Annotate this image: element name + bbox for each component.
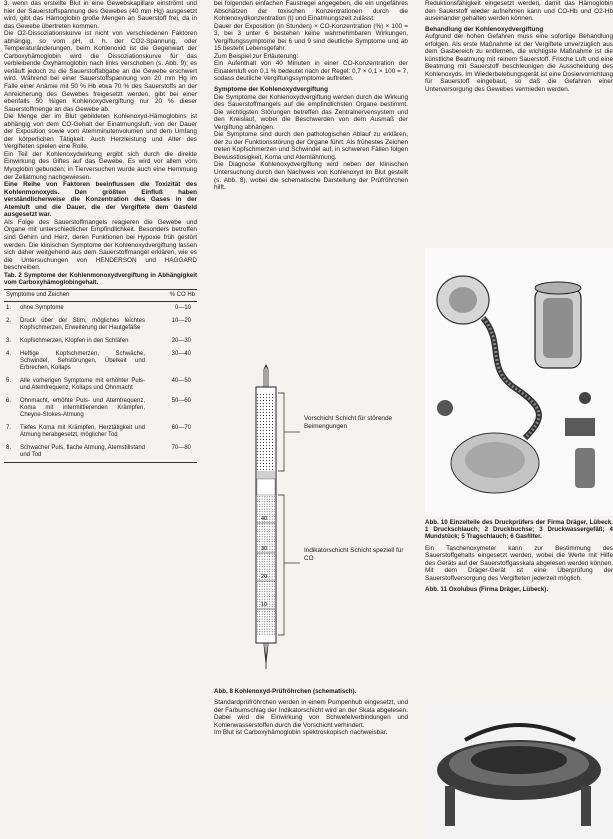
paragraph: Im Blut ist Carboxyhämoglobin spektroskopisch nachweisbar. [214, 729, 388, 737]
equipment-photo [425, 248, 613, 516]
column-3 [425, 0, 613, 94]
table-title: Tab. 2 Symptome der Kohlenmonoxydvergiftung in Abhängigkeit vom Carboxyhämoglobingehalt. [4, 271, 197, 286]
paragraph: Die Symptome der Kohlenoxydvergiftung werden durch die Wirkung des Sauerstoffmangels auf die empfindlichsten Organe bestimmt. Die wichtigsten Störungen betreffen das Zentralnervensystem und den Kreislauf, wobei die Beschwerden von dem Ausmaß der Vergiftung abhängen. [214, 93, 408, 131]
table-header-symptoms: Symptome und Zeichen [4, 290, 147, 302]
paragraph: Ein Aufenthalt von 40 Minuten in einer CO-Konzentration der Einatemluft von 0,1 % bedeutet nach der Regel: 0,7 × 0,1 × 100 = 7, sodass deutliche Vergiftungssymptome auftreten. [214, 60, 408, 83]
paragraph: Standardprüfröhrchen werden in einem Pumpenhub eingesetzt, und der Farbumschlag der Indikatorschicht wird an der Skala abgelesen. Dabei wird die Einwirkung von Schwefelverbindungen und Kohlenwasserstoffen durch die Vorschicht verhindert. [214, 699, 408, 729]
oxolubus-image [425, 700, 613, 839]
paragraph: Die Menge der im Blut gebildeten Kohlenoxyd-Hämoglobins ist abhängig von dem CO-Gehalt der Einatmungsluft, von der Dauer der Exposition sowie vom Atemminutenvolumen und dem Umfang der körperlichen Tätigkeit. Auch Herzleistung und Alter des Vergifteten spielen eine Rolle. [4, 113, 197, 151]
figure-caption: Abb. 11 Oxolubus (Firma Dräger, Lübeck). [425, 586, 549, 594]
symptoms-table [4, 289, 197, 463]
paragraph: Die O2-Dissoziationskurve ist nicht von verschiedenen Faktoren abhängig, so vom pH, d. h. der CO2-Spannung, oder Temperaturänderungen, beim Kohlenoxid ist die Gegenwart der Carboxyhämoglobin wird die Dissoziationskurve für das verbleibende Oxyhämoglobin nach links verschoben (s. Abb. 9); es verläuft jedoch zu die Sauerstoffabgabe an die Gewebe erschwert wird. Während bei einer Sauerstoffspannung von 20 mm Hg im Falle einer Anämie mit 50 % Hb etwa 70 % des Sauerstoffs an der Anreicherung des Gewebes freigesetzt werden, gibt bei einer ebenfalls 50 %igen Kohlenoxydvergiftung nur 20 % dieser Sauerstoffmenge an das Gewebe ab. [4, 30, 197, 113]
figure-caption: Abb. 8 Kohlenoxyd-Prüfröhrchen (schematisch). [214, 688, 357, 695]
table-header-cohb: % CO Hb [147, 290, 197, 302]
paragraph: bei folgenden einfachen Faustregel angegeben, die ein ungefähres Abschätzen der toxischen Konzentrationen durch die Kohlenoxydkonzentration (t) und Einatmungszeit zulässt: [214, 0, 408, 23]
test-tube-illustration [226, 363, 408, 683]
paragraph: 3. wenn das erstellte Blut in eine Gewebskapillare einströmt und hier der Sauerstoffspannung des Gewebes (40 mm Hg) ausgesetzt wird, gibt das Hämoglobin große Mengen an Sauerstoff frei, da in das Gewebe übertreten kommen. [4, 0, 197, 30]
table-row: 6. Ohnmacht, erhöhte Puls- und Atemfrequenz, Koma mit intermittierenden Krämpfen, Cheyne-Stokes-Atmung 50—60 [6, 398, 191, 419]
paragraph: Ein Taschenoxymeter kann zur Bestimmung des Sauerstoffgehalts eingesetzt werden, wobei die Werte mit Hilfe des Geräts auf der Sauerstoffgasskala abgelesen werden können. Mit dem Dräger-Gerät ist eine Überprüfung der Sauerstoffversorgung des Vergifteten jederzeit möglich. [425, 544, 613, 582]
scale-label: 20 [261, 574, 268, 580]
table-row: 8. Schwacher Puls, flache Atmung, Atemstillstand und Tod 70—80 [4, 442, 197, 463]
table-row: 2. Druck über der Stirn, mögliches leichtes Kopfschmerzen, Erweiterung der Hautgefäße 10—20 [6, 318, 191, 332]
scale-label: 30 [261, 546, 268, 552]
column-3-middle [425, 519, 613, 594]
table-row: 1. ohne Symptome 0—10 [6, 305, 191, 312]
table-row: 7. Tiefes Koma mit Krämpfen, Herztätigkeit und Atmung herabgesetzt, möglicher Tod 60—70 [6, 425, 191, 439]
scale-label: 40 [261, 516, 268, 522]
paragraph: Aufgrund der hohen Gefahren muss eine sofortige Behandlung erfolgen. Als erste Maßnahme ist der Vergiftete unverzüglich aus dem Gasbereich zu entfernen, die wichtigste Maßnahme ist die künstliche Beatmung mit reinem Sauerstoff. Frische Luft und eine Beatmung mit Sauerstoff beschleunigen die Ausscheidung des Kohlenoxyds. Im Wiederbelebungsgerät ist eine Dosiervorrichtung für Sauerstoff eingebaut, so daß die Gefahren einer Unterversorgung des Gewebes vermieden werden. [425, 33, 613, 94]
column-1 [4, 0, 197, 463]
paragraph: Die Diagnose Kohlenoxydvergiftung wird neben der klinischen Untersuchung durch den Nachweis von Kohlenoxyd im Blut gestellt (s. Abb. 8), wobei die schematische Darstellung der Prüfröhrchen hilft. [214, 161, 408, 192]
section-heading: Symptome der Kohlenoxydvergiftung [214, 86, 328, 94]
label-pre-layer: Vorschicht Schicht für störende Beimengungen [304, 415, 393, 430]
equipment-image [425, 248, 613, 516]
table-row: 3. Kopfschmerzen, Klopfen in den Schläfen 20—30 [6, 338, 191, 345]
paragraph: Zum Beispiel zur Erläuterung: [214, 52, 299, 60]
table-row: 5. Alle vorherigen Symptome mit erhöhter Puls- und Atemfrequenz, Kollaps und Ohnmacht 40—50 [6, 378, 191, 392]
paragraph: Als Folge des Sauerstoffmangels reagieren die Gewebe und Organe mit unterschiedlicher Empfindlichkeit. Besonders betroffen sind Gehirn und Herz, deren Funktionen bei Hypoxie früh gestört werden. Die klinischen Symptome der Kohlenoxydvergiftung lassen sich daher weitgehend aus dem Sauerstoffmangel erklären, wie es die Untersuchungen von HENDERSON und HAGGARD beschreiben. [4, 218, 197, 272]
bold-paragraph: Eine Reihe von Faktoren beeinflussen die Toxizität des Kohlenmonoxyds. Den größten Einfluß haben verständlicherweise die Konzentration des Gases in der Atemluft und die Dauer, die der Vergiftete dem Gasfeld ausgesetzt war. [4, 181, 197, 219]
scale-label: 10 [261, 602, 268, 608]
paragraph: Dauer der Exposition (in Stunden) × CO-Konzentration (%) × 100 = 3, bei 3 unter 6 bestehen keine wahrnehmbaren Wirkungen, Vergiftungssymptome bei 6 und 9 sind deutliche Symptome und ab 15 besteht Lebensgefahr. [214, 22, 408, 53]
column-2 [214, 0, 408, 192]
paragraph: Reduktionsfähigkeit eingesetzt werden, damit das Hämoglobin den Sauerstoff wieder aufnehmen kann und CO-Hb und O2-Hb auseinander gehalten werden können. [425, 0, 613, 23]
table-row: 4. Heftige Kopfschmerzen, Schwäche, Schwindel, Sehstörungen, Übelkeit und Erbrechen, Kollaps 30—40 [6, 351, 191, 372]
figure-caption: Abb. 10 Einzelteile des Druckprüfers der Firma Dräger, Lübeck. 1 Druckschlauch; 2 Druckbuchse; 3 Druckwassergefäß; 4 Mundstück; 5 Tragschlauch; 6 Gasfilter. [425, 519, 613, 541]
paragraph: Die Symptome sind durch den pathologischen Ablauf zu erklären, der zu der Funktionsstörung der Organe führt. Als frühestes Zeichen treten Kopfschmerzen und Schwindel auf, in schweren Fällen folgen Bewusstlosigkeit, Koma und Atemlähmung. [214, 131, 408, 161]
test-tube-figure [226, 363, 408, 683]
section-heading: Behandlung der Kohlenoxydvergiftung [425, 25, 544, 33]
column-2-bottom [214, 688, 408, 737]
label-indicator-layer: Indikatorschicht Schicht speziell für CO [304, 547, 404, 562]
oxolubus-photo [425, 700, 613, 839]
paragraph: Ein Teil der Kohlenoxydwirkung ergibt sich durch die direkte Einwirkung des Giftes auf das Gewebe. Es wird vor allem vom Myoglobin gebunden; in Tierversuchen wurde auch eine Hemmung der Zellatmung nachgewiesen. [4, 150, 197, 181]
